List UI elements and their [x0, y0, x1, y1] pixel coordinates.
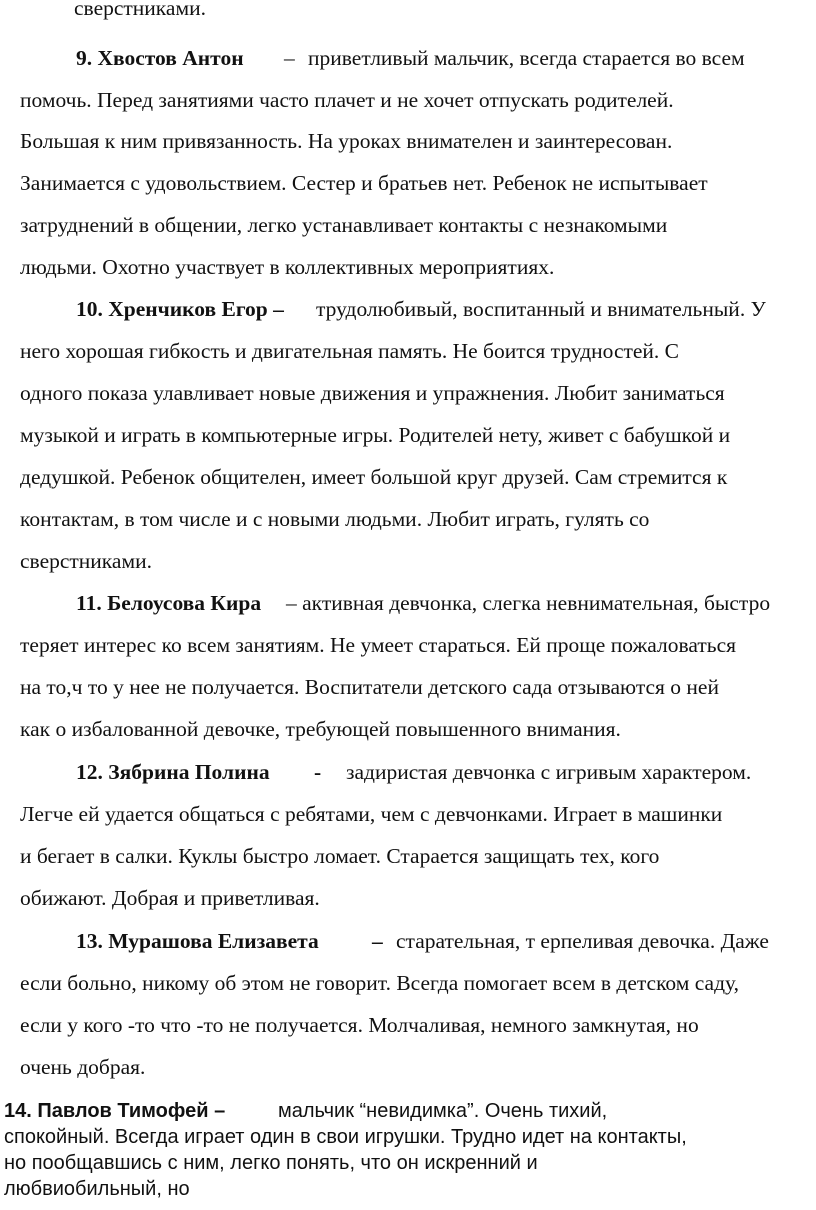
- paragraph-line: старательная, т ерпеливая девочка. Даже: [396, 929, 769, 953]
- paragraph-line: сверстниками.: [74, 0, 206, 20]
- paragraph-line: трудолюбивый, воспитанный и внимательный. У: [316, 297, 766, 321]
- paragraph-line: обижают. Добрая и приветливая.: [20, 886, 320, 910]
- paragraph-line: Легче ей удается общаться с ребятами, чем с девчонками. Играет в машинки: [20, 802, 723, 826]
- paragraph-line: любвиобильный, но: [4, 1178, 190, 1200]
- paragraph-line: Занимается с удовольствием. Сестер и братьев нет. Ребенок не испытывает: [20, 171, 708, 195]
- paragraph-line: задиристая девчонка с игривым характером.: [346, 760, 752, 784]
- entry-heading: 13. Мурашова Елизавета: [76, 929, 319, 953]
- paragraph-line: – активная девчонка, слегка невнимательная, быстро: [286, 591, 771, 615]
- paragraph-line: и бегает в салки. Куклы быстро ломает. Старается защищать тех, кого: [20, 844, 660, 868]
- paragraph-line: затруднений в общении, легко устанавливает контакты с незнакомыми: [20, 213, 668, 237]
- paragraph-line: сверстниками.: [20, 549, 152, 573]
- paragraph-line: людьми. Охотно участвует в коллективных мероприятиях.: [20, 255, 555, 279]
- entry-heading: 12. Зябрина Полина: [76, 760, 270, 784]
- paragraph-line: спокойный. Всегда играет один в свои игрушки. Трудно идет на контакты,: [4, 1126, 687, 1148]
- paragraph-line: дедушкой. Ребенок общителен, имеет большой круг друзей. Сам стремится к: [20, 465, 728, 489]
- paragraph-line: него хорошая гибкость и двигательная память. Не боится трудностей. С: [20, 339, 680, 363]
- paragraph-line: музыкой и играть в компьютерные игры. Родителей нету, живет с бабушкой и: [20, 423, 731, 447]
- paragraph-line: одного показа улавливает новые движения и упражнения. Любит заниматься: [20, 381, 725, 405]
- paragraph-line: Большая к ним привязанность. На уроках внимателен и заинтересован.: [20, 129, 673, 153]
- entry-dash: -: [314, 760, 322, 784]
- entry-heading: 14. Павлов Тимофей –: [4, 1100, 226, 1122]
- paragraph-line: помочь. Перед занятиями часто плачет и не хочет отпускать родителей.: [20, 88, 674, 112]
- paragraph-line: но пообщавшись с ним, легко понять, что он искренний и: [4, 1152, 538, 1174]
- paragraph-line: приветливый мальчик, всегда старается во всем: [308, 46, 745, 70]
- entry-heading: 9. Хвостов Антон: [76, 46, 244, 70]
- paragraph-line: если у кого -то что -то не получается. Молчаливая, немного замкнутая, но: [20, 1013, 699, 1037]
- paragraph-line: мальчик “невидимка”. Очень тихий,: [278, 1100, 608, 1122]
- entry-dash: –: [284, 46, 295, 70]
- entry-heading: 10. Хренчиков Егор –: [76, 297, 284, 321]
- paragraph-line: теряет интерес ко всем занятиям. Не умеет стараться. Ей проще пожаловаться: [20, 633, 736, 657]
- entry-dash: –: [372, 929, 383, 953]
- entry-heading: 11. Белоусова Кира: [76, 591, 262, 615]
- paragraph-line: на то,ч то у нее не получается. Воспитатели детского сада отзываются о ней: [20, 675, 719, 699]
- paragraph-line: очень добрая.: [20, 1055, 146, 1079]
- paragraph-line: как о избалованной девочке, требующей повышенного внимания.: [20, 717, 621, 741]
- paragraph-line: если больно, никому об этом не говорит. Всегда помогает всем в детском саду,: [20, 971, 740, 995]
- paragraph-line: контактам, в том числе и с новыми людьми. Любит играть, гулять со: [20, 507, 650, 531]
